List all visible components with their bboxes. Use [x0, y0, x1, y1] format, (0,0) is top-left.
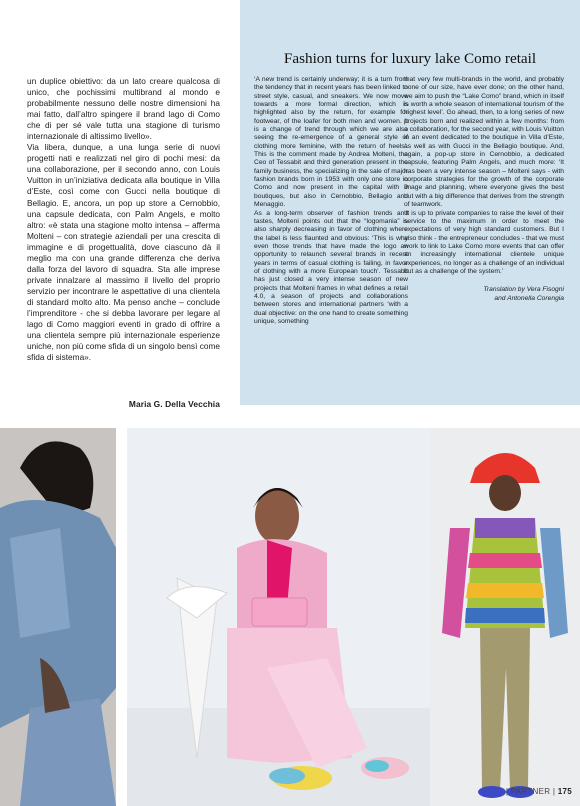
italian-paragraph: un duplice obiettivo: da un lato creare qualcosa di unico, che pochissimi multibrand al mondo e probabilmente nessuno delle nostre dimensioni ha mai fatto, dall’altro spingere il brand lago di Como che di per sé vale tutta una stagione di turismo internazionale di altissimo livello». [27, 76, 220, 142]
magazine-section-label: | PARTNER | [505, 787, 556, 796]
page-number: 175 [557, 787, 572, 796]
photo-striped-cardigan-model [430, 428, 580, 806]
italian-paragraph: Via libera, dunque, a una lunga serie di nuovi progetti nati e realizzati nel giro di pochi mesi: da una collaborazione, per il secondo anno, con Louis Vuitton in un’iniziativa dedicata alla boutique in Villa d’Este, così come con Gucci nella boutique di Bellagio. E, ancora, un pop up store a Cernobbio, una capsule dedicata, con Palm Angels, e molto altro: «è stata una stagione molto intensa – afferma Molteni – con strategie aziendali per una crescita di immagine e di progettualità, dove ciascuno dà il meglio ma con una grande differenza che deriva dalla forza del lavoro di squadra. Sta alle imprese private innalzare al massimo il livello del proprio servizio per incontrare le aspettative di una clientela di standard molto alto. Ma penso anche – conclude l’imprenditore - che si debba lavorare per legare al lago di Como maggiori eventi in grado di offrire a una clientela sempre più internazionale esperienze uniche, non più come sfida di un singolo bensì come sfida di sistema». [27, 142, 220, 363]
translation-column-1 [254, 76, 408, 326]
translation-credit-line-2: and Antonella Corengia [494, 294, 564, 302]
photo-denim-model [0, 428, 116, 806]
translation-paragraph: ‘A new trend is certainly underway; it is a turn from the tendency that in recent years has been linked to street style, casual, and sneakers. We now move towards a more formal direction, which is highlighted also by the return, for example for footwear, of the loafer for both men and women. It is a change of trend through which we are also seeing the re-emergence of a general style of clothing more feminine, with the return of heels’. This is the comment made by Andrea Molteni, the Ceo of Tessabit and third generation present in the family business, the specializing in the sale of major fashion brands born in 1953 with only one store in Como and now present in the capital with 9 boutiques, but also in Cernobbio, Bellagio and Menaggio. [254, 76, 408, 209]
translation-paragraph: that very few multi-brands in the world, and probably none of our size, have ever done; on the other hand, we aim to push the “Lake Como” brand, which in itself is worth a whole season of international tourism of the highest level’. Go ahead, then, to a long series of new projects born and realized within a few months: from a collaboration, for the second year, with Louis Vuitton in an event dedicated to the boutique in Villa d’Este, as well as with Gucci in the Bellagio boutique. And, again, a pop-up store in Cernobbio, a dedicated capsule, featuring Palm Angels, and much more: ‘It has been a very intense season – Molteni says - with corporate strategies for the growth of the corporate image and planning, where everyone gives the best but with a big difference that derives from the strength of teamwork. [404, 76, 564, 209]
translation-credit-line-1: Translation by Vera Fisogni [483, 286, 564, 294]
translation-title: Fashion turns for luxury lake Como retail [283, 50, 537, 67]
photo-pink-suit-model [127, 428, 430, 806]
translation-paragraph: ‘It is up to private companies to raise the level of their service to the maximum in order to meet the expectations of very high standard customers. But I also think - the entrepreneur concludes - that we must work to link to Lake Como more events that can offer an increasingly international clientele unique experiences, no longer as a challenge of an individual but as a challenge of the system.’ [404, 209, 564, 275]
italian-article-column [27, 76, 220, 363]
page-folio [506, 787, 572, 796]
author-signature: Maria G. Della Vecchia [128, 399, 220, 409]
translation-paragraph: As a long-term observer of fashion trends and tastes, Molteni points out that the “logomania” is also sharply decreasing in favor of clothing where the label is less flaunted and obvious: ‘This is why even those trends that have made the logo an opportunity to relaunch several brands in recent years in terms of casual clothing is failing, in favor of clothing with a more European touch’. Tessabit has just closed a very intense season of new projects that Molteni frames in what defines a retail 4.0, a season of projects and collaborations between stores and international partners ‘with a dual objective: on the one hand to create something unique, something [254, 209, 408, 325]
translation-column-2 [404, 76, 564, 303]
translation-credit [404, 286, 564, 303]
